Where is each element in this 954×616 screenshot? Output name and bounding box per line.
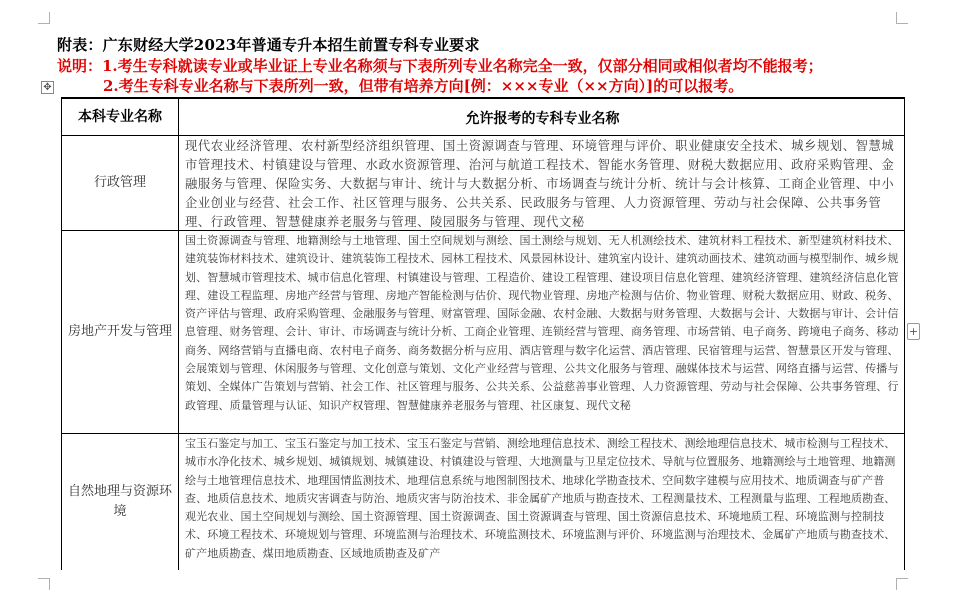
table-row [62,136,904,231]
table-row [62,434,904,570]
header-undergrad-major[interactable]: 本科专业名称 [62,99,179,135]
page-corner-mark-top-left [38,12,50,24]
page-corner-mark-top-right [896,12,908,24]
header-allowed-majors[interactable]: 允许报考的专科专业名称 [465,110,620,127]
table-header-row [62,99,904,136]
majors-table [61,97,905,570]
major-name-cell[interactable]: 房地产开发与管理 [62,231,179,433]
note-line-2: 2.考生专科专业名称与下表所列一致，但带有培养方向[例：×××专业（××方向）]的可以报考。 [103,77,744,95]
add-column-plus-icon[interactable]: + [908,325,919,338]
table-row [62,231,904,434]
page-corner-mark-bottom-right [896,578,908,590]
major-name-cell[interactable]: 自然地理与资源环境 [62,434,179,570]
document-title: 附表：广东财经大学2023年普通专升本招生前置专科专业要求 [57,36,480,54]
table-move-handle-icon[interactable]: ✥ [41,81,54,94]
allowed-majors-cell[interactable]: 宝玉石鉴定与加工、宝玉石鉴定与加工技术、宝玉石鉴定与营销、测绘地理信息技术、测绘工程技术、测绘地理信息技术、城市检测与工程技术、城市水净化技术、城乡规划、城镇规划、城镇建设、村镇建设与管理、大地测量与卫星定位技术、导航与位置服务、地籍测绘与土地管理、地籍测绘与土地管理信息技术、地理国情监测技术、地理信息系统与地图制图技术、地球化学勘查技术、空间数字建模与应用技术、地质调查与矿产普查、地质信息技术、地质灾害调查与防治、地质灾害与防治技术、非金属矿产地质与勘查技术、工程测量技术、工程测量与监理、工程地质勘查、观光农业、国土空间规划与测绘、国土资源管理、国土资源调查、国土资源调查与管理、国土资源信息技术、环境地质工程、环境监测与控制技术、环境工程技术、环境规划与管理、环境监测与治理技术、环境监测技术、环境监测与评价、环境监测与治理技术、金属矿产地质与勘查技术、矿产地质勘查、煤田地质勘查、区域地质勘查及矿产 [185,437,896,560]
allowed-majors-cell[interactable]: 现代农业经济管理、农村新型经济组织管理、国土资源调查与管理、环境管理与评价、职业健康安全技术、城乡规划、智慧城市管理技术、村镇建设与管理、水政水资源管理、治河与航道工程技术、智能水务管理、财税大数据应用、政府采购管理、金融服务与管理、保险实务、大数据与审计、统计与大数据分析、市场调查与统计分析、统计与会计核算、工商企业管理、中小企业创业与经营、社会工作、社区管理与服务、公共关系、民政服务与管理、人力资源管理、劳动与社会保障、公共事务管理、行政管理、智慧健康养老服务与管理、陵园服务与管理、现代文秘 [185,139,895,229]
page-corner-mark-bottom-left [38,578,50,590]
note-line-1: 说明：1.考生专科就读专业或毕业证上专业名称须与下表所列专业名称完全一致，仅部分相同或相似者均不能报考； [57,57,823,75]
allowed-majors-cell[interactable]: 国土资源调查与管理、地籍测绘与土地管理、国土空间规划与测绘、国土测绘与规划、无人机测绘技术、建筑材料工程技术、新型建筑材料技术、建筑装饰材料技术、建筑设计、建筑装饰工程技术、园林工程技术、风景园林设计、建筑室内设计、建筑动画技术、建筑动画与模型制作、城乡规划、智慧城市管理技术、城市信息化管理、村镇建设与管理、工程造价、建设工程管理、建设项目信息化管理、建筑经济管理、建筑经济信息化管理、建设工程监理、房地产经营与管理、房地产智能检测与估价、现代物业管理、房地产检测与估价、物业管理、财税大数据应用、财政、税务、资产评估与管理、政府采购管理、金融服务与管理、财富管理、国际金融、农村金融、大数据与财务管理、大数据与会计、大数据与审计、会计信息管理、财务管理、会计、审计、市场调查与统计分析、工商企业管理、连锁经营与管理、商务管理、市场营销、电子商务、跨境电子商务、移动商务、网络营销与直播电商、农村电子商务、商务数据分析与应用、酒店管理与数字化运营、酒店管理、民宿管理与运营、智慧景区开发与管理、会展策划与管理、休闲服务与管理、文化创意与策划、文化产业经营与管理、公共文化服务与管理、融媒体技术与运营、网络直播与运营、传播与策划、全媒体广告策划与营销、社会工作、社区管理与服务、公共关系、公益慈善事业管理、人力资源管理、劳动与社会保障、公共事务管理、行政管理、质量管理与认证、知识产权管理、智慧健康养老服务与管理、社区康复、现代文秘 [185,234,899,412]
major-name-cell[interactable]: 行政管理 [62,136,179,230]
